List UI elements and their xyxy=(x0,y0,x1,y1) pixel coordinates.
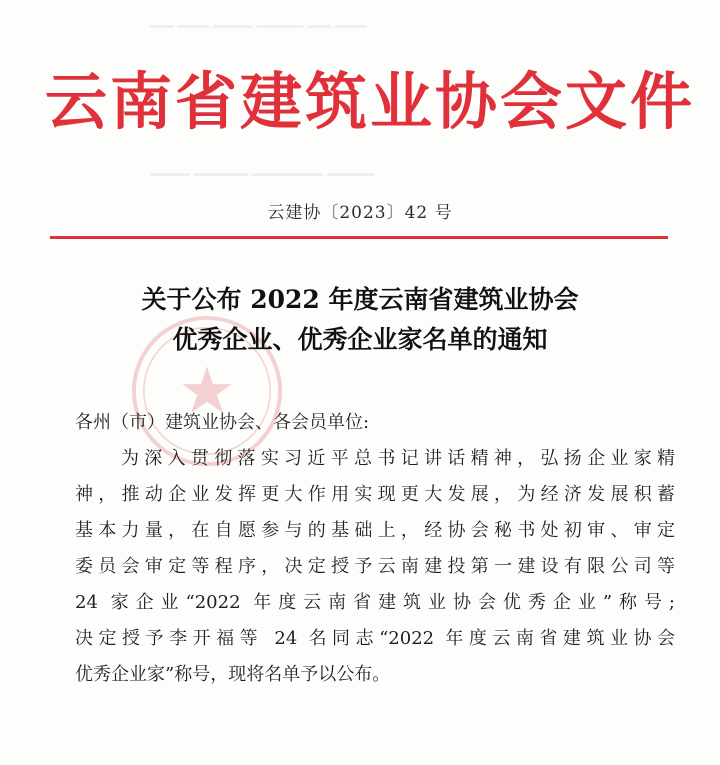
notice-title-line: 关于公布 2022 年度云南省建筑业协会 xyxy=(141,285,579,314)
header-divider xyxy=(50,236,668,239)
bleed-through-text: ━━━ ━━━━ ━━━━━ ━━━━━━ ━━━ ━━━━ xyxy=(150,20,367,35)
document-number: 云建协〔2023〕42 号 xyxy=(267,203,453,223)
notice-body xyxy=(75,405,675,693)
paragraph-line: 委员会审定等程序，决定授予云南建投第一建设有限公司等 xyxy=(75,556,675,577)
paragraph-line: 24 家企业“2022 年度云南省建筑业协会优秀企业”称号; xyxy=(75,592,675,613)
bleed-through-text: ━━━━━ ━━━━━━━ ━━━━━━━━━ ━━━━━━ xyxy=(150,168,374,183)
paragraph-line: 神，推动企业发挥更大作用实现更大发展，为经济发展积蓄 xyxy=(75,484,675,505)
paragraph-line: 为深入贯彻落实习近平总书记讲话精神，弘扬企业家精 xyxy=(121,448,675,469)
paragraph-line: 基本力量，在自愿参与的基础上，经协会秘书处初审、审定 xyxy=(75,520,675,541)
paragraph-line: 决定授予李开福等 24 名同志“2022 年度云南省建筑业协会 xyxy=(75,628,675,649)
notice-title-line: 优秀企业、优秀企业家名单的通知 xyxy=(172,325,548,354)
notice-title xyxy=(60,280,660,360)
document-header-title: 云南省建筑业协会文件 xyxy=(45,65,696,138)
salutation: 各州（市）建筑业协会、各会员单位: xyxy=(75,412,370,433)
paragraph-line: 优秀企业家”称号，现将名单予以公布。 xyxy=(75,664,391,685)
